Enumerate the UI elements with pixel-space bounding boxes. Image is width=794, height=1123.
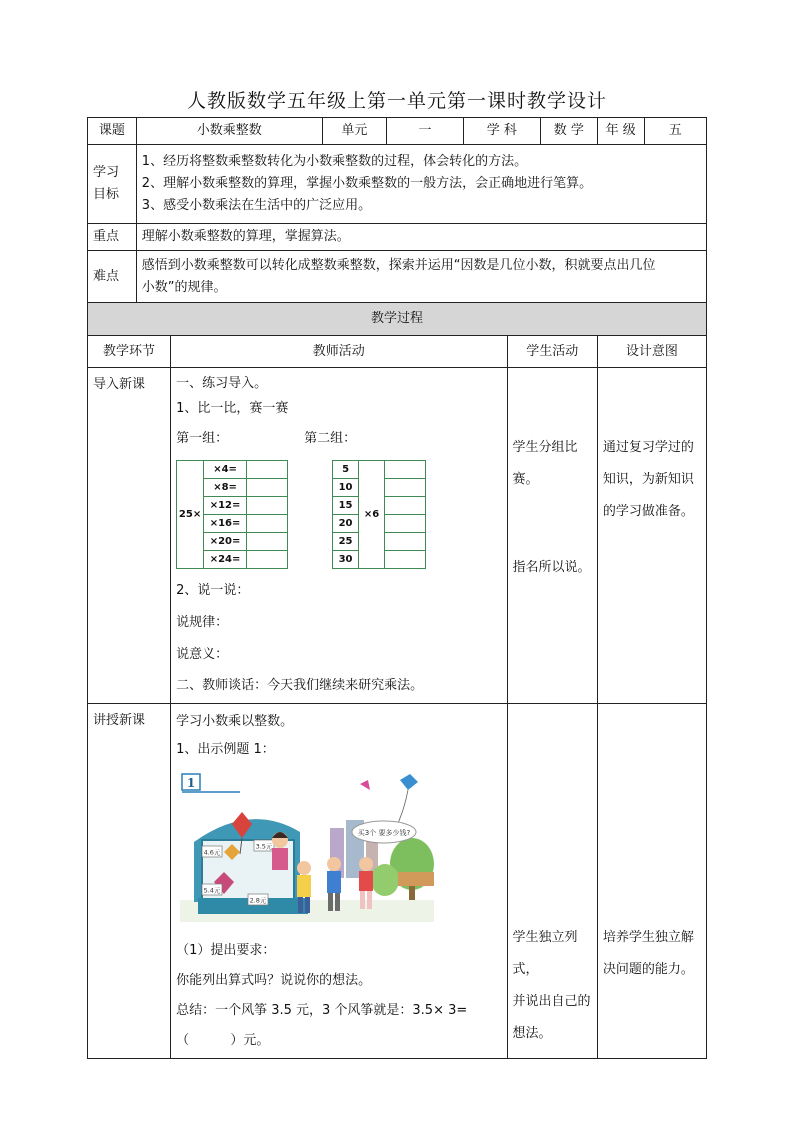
page-title: 人教版数学五年级上第一单元第一课时教学设计 xyxy=(186,90,607,112)
teach-line: 1、出示例题 1： xyxy=(176,742,275,757)
answer-blank xyxy=(247,461,288,479)
teach-line: （ ）元。 xyxy=(176,1033,270,1048)
student-activity-line: 学生分组比赛。 xyxy=(512,440,578,487)
process-header: 教学过程 xyxy=(88,303,707,336)
answer-blank xyxy=(247,551,288,569)
goals-label xyxy=(88,145,137,224)
difficulty-row xyxy=(88,251,707,303)
group1-label: 第一组： xyxy=(176,431,229,446)
goal-item: 3、感受小数乘法在生活中的广泛应用。 xyxy=(141,198,372,213)
group2-number: 30 xyxy=(333,551,359,569)
teach-row xyxy=(88,704,707,1059)
key-point-text: 理解小数乘整数的算理，掌握算法。 xyxy=(136,224,706,251)
key-point-label: 重点 xyxy=(88,224,137,251)
group1-multiplier: ×4= xyxy=(204,461,247,479)
intro-line: 2、说一说： xyxy=(176,583,250,598)
process-columns-row xyxy=(88,336,707,368)
difficulty-label: 难点 xyxy=(88,251,137,303)
price-tag: 2.8元 xyxy=(249,896,267,905)
answer-blank xyxy=(247,497,288,515)
price-tag: 5.4元 xyxy=(203,886,221,895)
group2-operator: ×6 xyxy=(359,461,385,569)
price-tag: 3.5元 xyxy=(255,842,273,851)
teach-line: 你能列出算式吗？说说你的想法。 xyxy=(176,973,372,988)
group2-number: 25 xyxy=(333,533,359,551)
group1-base: 25× xyxy=(177,461,204,569)
answer-blank xyxy=(247,515,288,533)
topic-label: 课题 xyxy=(88,118,137,145)
design-intent-line: 培养学生独立解 xyxy=(602,930,694,945)
student-activity-line: 学生独立列式， xyxy=(512,930,578,977)
intro-teacher-activity xyxy=(171,368,507,704)
group1-multiplier: ×8= xyxy=(204,479,247,497)
topic-value: 小数乘整数 xyxy=(136,118,322,145)
column-student: 学生活动 xyxy=(507,336,597,368)
unit-value: 一 xyxy=(387,118,464,145)
intro-line: 说意义： xyxy=(176,647,229,662)
answer-blank xyxy=(247,479,288,497)
intro-line: 二、教师谈话：今天我们继续来研究乘法。 xyxy=(176,678,424,693)
difficulty-line: 感悟到小数乘整数可以转化成整数乘整数，探索并运用“因数是几位小数，积就要点出几位 xyxy=(141,257,656,273)
intro-stage: 导入新课 xyxy=(88,368,171,704)
group1-multiplier: ×24= xyxy=(204,551,247,569)
group1-multiplier: ×12= xyxy=(204,497,247,515)
group1-multiplier: ×20= xyxy=(204,533,247,551)
group1-grid xyxy=(176,460,288,569)
intro-design-intent xyxy=(597,368,706,704)
kite-shop-illustration xyxy=(180,772,501,930)
goals-content xyxy=(136,145,706,224)
goal-item: 1、经历将整数乘整数转化为小数乘整数的过程，体会转化的方法。 xyxy=(141,154,528,169)
teach-stage: 讲授新课 xyxy=(88,704,171,1059)
answer-blank xyxy=(385,461,426,479)
intro-line: 1、比一比，赛一赛 xyxy=(176,401,289,416)
column-stage: 教学环节 xyxy=(88,336,171,368)
student-activity-line: 并说出自己的 xyxy=(512,994,591,1009)
intro-line: 说规律： xyxy=(176,615,229,630)
subject-label: 学 科 xyxy=(463,118,540,145)
teach-line: 学习小数乘以整数。 xyxy=(176,714,294,729)
teach-line: 总结：一个风筝 3.5 元，3 个风筝就是：3.5× 3= xyxy=(176,1003,468,1018)
group2-number: 20 xyxy=(333,515,359,533)
group-labels xyxy=(176,428,501,450)
speech-bubble: 买3个 要多少钱? xyxy=(357,829,411,837)
grade-label: 年 级 xyxy=(597,118,644,145)
lesson-plan-table xyxy=(87,117,707,1059)
unit-label: 单元 xyxy=(322,118,386,145)
design-intent-line: 知识，为新知识 xyxy=(602,472,694,487)
example-number: 1 xyxy=(186,776,196,790)
subject-value: 数 学 xyxy=(540,118,597,145)
group2-number: 10 xyxy=(333,479,359,497)
student-activity-line: 想法。 xyxy=(512,1026,552,1041)
teach-design-intent xyxy=(597,704,706,1059)
answer-blank xyxy=(385,515,426,533)
design-intent-line: 通过复习学过的 xyxy=(602,440,694,455)
process-header-row xyxy=(88,303,707,336)
intro-line: 一、练习导入。 xyxy=(176,376,268,391)
goals-label-line1: 学习 xyxy=(93,165,120,180)
group2-grid xyxy=(332,460,426,569)
difficulty-line: 小数”的规律。 xyxy=(141,279,227,295)
group2-number: 15 xyxy=(333,497,359,515)
goals-label-line2: 目标 xyxy=(93,187,120,202)
design-intent-line: 决问题的能力。 xyxy=(602,962,694,977)
intro-student-activity xyxy=(507,368,597,704)
difficulty-text xyxy=(136,251,706,303)
exercise-grids xyxy=(176,460,501,569)
student-activity-line: 指名所以说。 xyxy=(512,560,591,575)
intro-row xyxy=(88,368,707,704)
goal-item: 2、理解小数乘整数的算理，掌握小数乘整数的一般方法，会正确地进行笔算。 xyxy=(141,176,593,191)
answer-blank xyxy=(247,533,288,551)
teach-teacher-activity xyxy=(171,704,507,1059)
header-row xyxy=(88,118,707,145)
key-point-row xyxy=(88,224,707,251)
group1-multiplier: ×16= xyxy=(204,515,247,533)
design-intent-line: 的学习做准备。 xyxy=(602,504,694,519)
answer-blank xyxy=(385,497,426,515)
answer-blank xyxy=(385,533,426,551)
column-teacher: 教师活动 xyxy=(171,336,507,368)
group2-label: 第二组： xyxy=(304,431,357,446)
price-tag: 4.6元 xyxy=(203,848,221,857)
answer-blank xyxy=(385,551,426,569)
column-intent: 设计意图 xyxy=(597,336,706,368)
group2-number: 5 xyxy=(333,461,359,479)
teach-student-activity xyxy=(507,704,597,1059)
teach-line: （1）提出要求： xyxy=(176,943,276,958)
answer-blank xyxy=(385,479,426,497)
grade-value: 五 xyxy=(644,118,706,145)
goals-row xyxy=(88,145,707,224)
